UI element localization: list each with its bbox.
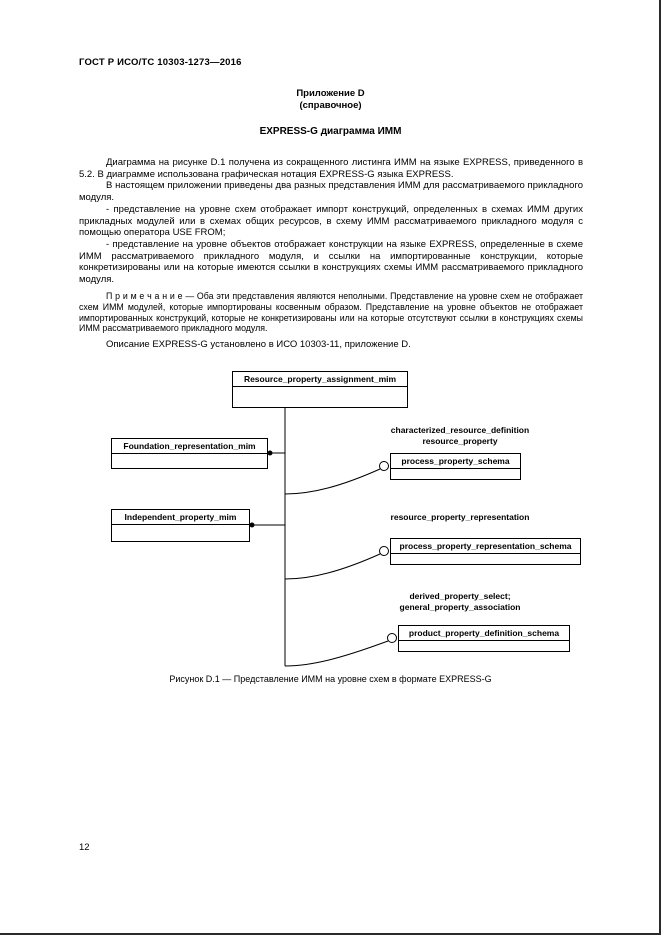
schema-box-label: process_property_representation_schema [391,539,580,554]
interface-label-line: resource_property_representation [390,512,530,522]
junction-dot-independent [250,523,255,528]
schema-box-label: Foundation_representation_mim [112,439,267,454]
connector-process-property-representation-schema [285,554,380,579]
schema-box-label: product_property_definition_schema [399,626,569,641]
interface-label-3 [370,591,550,612]
paragraph-two-views: В настоящем приложении приведены два разных представления ИММ для рассматриваемого прикладного модуля. [79,180,583,204]
annex-title-block [0,88,661,112]
reference-circle-1 [380,462,389,471]
connector-product-property-definition-schema [285,641,388,666]
interface-label-line: general_property_association [399,601,521,612]
body-text [79,157,583,351]
interface-label-line: derived_property_select; [409,591,511,601]
figure-caption: Рисунок D.1 — Представление ИММ на уровне схем в формате EXPRESS-G [169,674,492,684]
paragraph-note: П р и м е ч а н и е — Оба эти представления являются неполными. Представление на уровне схем не отображает схем ИММ модулей, которые импортированы косвенным образом. Представление на уровне объектов не отображает импортированных конструкций, которые не конкретизированы или на которые отсутствуют ссылки в конструкциях схемы ИММ рассматриваемого прикладного модуля. [79,290,583,334]
interface-label-line: resource_property [422,435,498,446]
connector-process-property-schema [285,469,380,494]
interface-label-2 [370,512,550,523]
express-g-diagram [0,365,661,677]
interface-label-1 [370,425,550,446]
schema-box-foundation-representation-mim [111,438,268,469]
schema-box-label: Resource_property_assignment_mim [233,372,407,387]
schema-box-process-property-representation-schema [390,538,581,565]
junction-dot-foundation [268,451,273,456]
reference-circle-2 [380,547,389,556]
paragraph-entity-level: - представление на уровне объектов отображает конструкции на языке EXPRESS, определенные в схеме ИММ рассматриваемого прикладного модуля, и ссылки на импортированные конструкции, которые конкретизированы или на которые имеются ссылки в конструкциях схемы ИММ рассматриваемого прикладного модуля. [79,238,583,286]
section-heading: EXPRESS-G диаграмма ИММ [259,126,402,137]
schema-box-independent-property-mim [111,509,250,542]
annex-subtitle: (справочное) [299,100,362,111]
schema-box-product-property-definition-schema [398,625,570,652]
schema-box-resource-property-assignment-mim [232,371,408,408]
standard-designation: ГОСТ Р ИСО/ТС 10303-1273—2016 [79,57,242,68]
paragraph-intro: Диаграмма на рисунке D.1 получена из сокращенного листинга ИММ на языке EXPRESS, приведенного в 5.2. В диаграмме использована графическая нотация EXPRESS-G языка EXPRESS. [79,157,583,180]
schema-box-process-property-schema [390,453,521,480]
page-number: 12 [79,842,90,853]
interface-label-line: characterized_resource_definition [390,425,530,435]
paragraph-expressg-ref: Описание EXPRESS-G установлено в ИСО 10303-11, приложение D. [106,339,411,351]
paragraph-schema-level: - представление на уровне схем отображает импорт конструкций, определенных в схемах ИММ других прикладных модулей или в схемах общих ресурсов, в схему ИММ рассматриваемого прикладного модуля с помощью оператора USE FROM; [79,203,583,239]
annex-title: Приложение D [296,88,365,99]
schema-box-label: process_property_schema [391,454,520,469]
schema-box-label: Independent_property_mim [112,510,249,525]
reference-circle-3 [388,634,397,643]
